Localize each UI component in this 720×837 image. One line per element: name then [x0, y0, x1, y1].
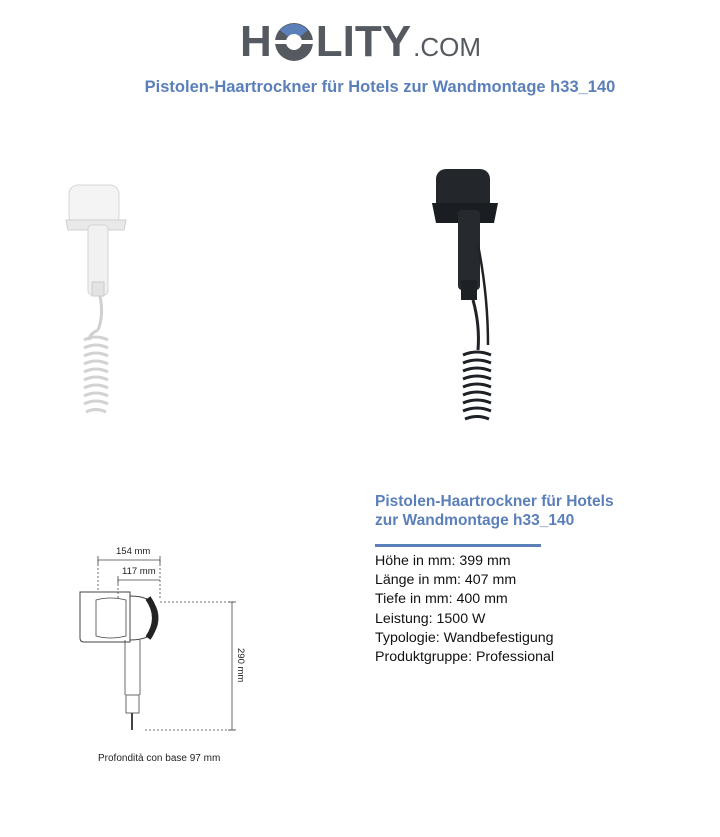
- title-divider: [375, 544, 541, 547]
- holity-logo[interactable]: [240, 18, 481, 66]
- logo-letter-h: H: [240, 17, 272, 66]
- spec-depth: Tiefe in mm: 400 mm: [375, 591, 508, 608]
- spec-length: Länge in mm: 407 mm: [375, 572, 517, 589]
- black-hairdryer-image: [428, 165, 508, 430]
- spec-height: Höhe in mm: 399 mm: [375, 553, 511, 569]
- page-title: Pistolen-Haartrockner für Hotels zur Wandmontage h33_140: [144, 78, 616, 96]
- product-title-line2: zur Wandmontage h33_140: [375, 512, 575, 529]
- technical-drawing: [70, 540, 270, 770]
- white-hairdryer-image: [60, 180, 140, 420]
- spec-power: Leistung: 1500 W: [375, 610, 486, 627]
- dim-height: 290 mm: [235, 648, 246, 683]
- dim-width-outer: 154 mm: [116, 546, 151, 557]
- logo-o-icon: [274, 22, 314, 62]
- drawing-caption: Profondità con base 97 mm: [98, 753, 221, 764]
- product-title-line1: Pistolen-Haartrockner für Hotels: [375, 493, 614, 510]
- spec-product-group: Produktgruppe: Professional: [375, 649, 555, 666]
- spec-typology: Typologie: Wandbefestigung: [375, 629, 554, 646]
- dim-width-inner: 117 mm: [122, 566, 156, 577]
- product-info: [375, 492, 675, 667]
- logo-letters: LITY: [315, 17, 412, 66]
- logo-suffix: .COM: [413, 32, 481, 62]
